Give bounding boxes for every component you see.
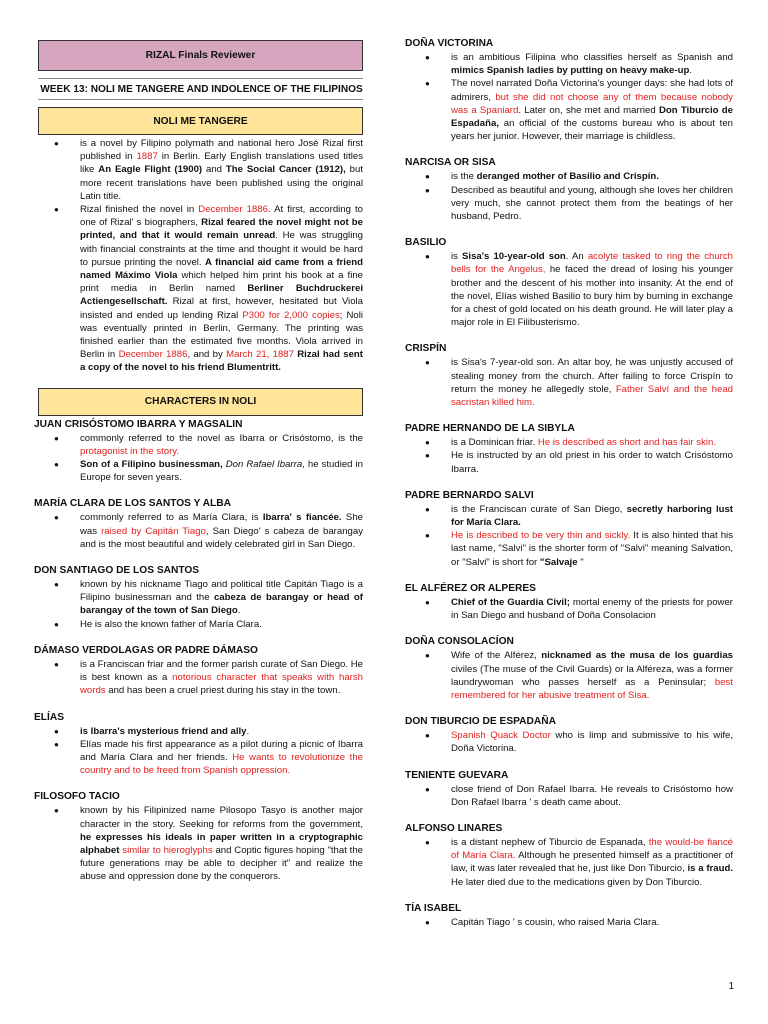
list-item: ● He is described to be very thin and sickly. It is also hinted that his last name, "Salvi" is the shorter form of "Salvi" meaning Salvation, or "Salvi" is short for "Salvaje " — [425, 530, 733, 568]
character-name: ELÍAS — [34, 711, 65, 723]
character-name: DOÑA VICTORINA — [405, 38, 494, 49]
left-column — [34, 40, 363, 884]
character-details — [405, 503, 733, 569]
bullet-icon: ● — [425, 438, 430, 448]
right-column — [405, 37, 733, 929]
right-characters — [405, 37, 733, 929]
bullet-icon: ● — [54, 433, 59, 443]
list-item: ● is Ibarra's mysterious friend and ally. — [54, 725, 250, 737]
character-name: PADRE BERNARDO SALVI — [405, 489, 534, 501]
section-noli-heading: NOLI ME TANGERE — [38, 107, 363, 135]
bullet-icon: ● — [425, 172, 430, 182]
list-item: ● is an ambitious Filipina who classifies herself as Spanish and mimics Spanish ladies by putting on heavy make-up. — [425, 52, 733, 77]
list-item: ● is the deranged mother of Basilio and Crispín. — [425, 171, 659, 183]
list-item: ● is a Franciscan friar and the former parish curate of San Diego. He is best known as a notorious character that speaks with harsh words and has been a cruel priest during his stay in the town. — [54, 658, 363, 697]
bullet-icon: ● — [54, 806, 59, 816]
bullet-icon: ● — [425, 837, 430, 847]
character-details — [405, 51, 733, 143]
section-characters-heading: CHARACTERS IN NOLI — [38, 388, 363, 416]
list-item: ● close friend of Don Rafael Ibarra. He reveals to Crisóstomo how Don Rafael Ibarra ' s death came about. — [425, 783, 733, 808]
list-item: ● Rizal finished the novel in December 1886. At first, according to one of Rizal' s biographers, Rizal feared the novel might not be printed, and that it would remain unread. He was struggling with financial constraints at the time and thought it would be hard to pursue printing the novel. A financial aid came from a friend named Máximo Viola which helped him print his book at a fine print media in Berlin named Berliner Buchdruckerei Actiengesellschaft. Rizal at first, however, hesitated but Viola insisted and ended up lending Rizal P300 for 2,000 copies; Noli was eventually printed in Berlin, Germany. The printing was finished earlier than the estimated five months. Viola arrived in Berlin in December 1886, and by March 21, 1887 Rizal had sent a copy of the novel to his friend Blumentritt. — [54, 204, 364, 374]
character-name: MARÍA CLARA DE LOS SANTOS Y ALBA — [34, 498, 231, 510]
bullet-icon: ● — [425, 185, 430, 195]
list-item: ● known by his nickname Tiago and political title Capitán Tiago is a Filipino businessman and the cabeza de barangay or head of barangay of the town of San Diego. — [54, 579, 363, 617]
week-heading: WEEK 13: NOLI ME TANGERE AND INDOLENCE OF THE FILIPINOS — [40, 84, 363, 95]
character-name: TENIENTE GUEVARA — [405, 769, 509, 781]
list-item: ● Wife of the Alférez, nicknamed as the musa de los guardias civiles (The muse of the Civil Guards) or la Alféreza, was a former laundrywoman who passes herself as a Peninsular; best remembered for her abusive treatment of Sisa. — [425, 650, 734, 701]
character-details — [34, 432, 363, 485]
noli-description-list — [34, 137, 363, 375]
page-number: 1 — [728, 981, 734, 992]
character-details — [405, 170, 733, 223]
bullet-icon: ● — [425, 651, 430, 661]
bullet-icon: ● — [425, 917, 430, 927]
character-name: FILOSOFO TACIO — [34, 791, 120, 803]
character-details — [405, 916, 733, 929]
bullet-icon: ● — [425, 53, 430, 62]
character-details — [34, 725, 363, 778]
character-details — [405, 356, 733, 409]
bullet-icon: ● — [54, 619, 59, 629]
bullet-icon: ● — [425, 731, 430, 741]
list-item: ● is a Dominican friar. He is described as short and has fair skin. — [425, 437, 717, 449]
document-title: RIZAL Finals Reviewer — [38, 40, 363, 71]
list-item: ● He is instructed by an old priest in his order to watch Crisóstomo Ibarra. — [425, 450, 733, 475]
character-details — [34, 804, 363, 883]
bullet-icon: ● — [54, 460, 59, 470]
character-name: JUAN CRISÓSTOMO IBARRA Y MAGSALIN — [34, 418, 243, 430]
list-item: ● commonly referred to the novel as Ibarra or Crisóstomo, is the protagonist in the story. — [54, 432, 363, 457]
bullet-icon: ● — [425, 79, 430, 89]
list-item: ● commonly referred to as María Clara, is Ibarra' s fiancée. She was raised by Capitán Tiago, San Diego' s cabeza de barangay and is the most beautiful and widely celebrated girl in San Diego. — [54, 512, 363, 550]
character-name: NARCISA OR SISA — [405, 157, 496, 169]
list-item: ● He is also the known father of María Clara. — [54, 618, 262, 630]
character-details — [34, 578, 363, 631]
character-name: DON TIBURCIO DE ESPADAÑA — [405, 716, 556, 728]
character-name: DÁMASO VERDOLAGAS OR PADRE DÁMASO — [34, 644, 258, 656]
list-item: ● The novel narrated Doña Victorina's younger days: she had lots of admirers, but she did not choose any of them because nobody was a Spaniard. Later on, she met and married Don Tiburcio de Espadaña, an official of the customs bureau who is about ten years her junior. However, their marriage is childless. — [425, 78, 733, 143]
divider — [38, 99, 363, 100]
character-name: CRISPÍN — [405, 343, 447, 355]
bullet-icon: ● — [425, 451, 430, 461]
character-details — [405, 649, 733, 702]
bullet-icon: ● — [54, 580, 59, 590]
list-item: ● is Sisa's 10-year-old son. An acolyte tasked to ring the church bells for the Angelus, he faced the dread of losing his younger brother and the descent of his mother into insanity. At the end of the novel, Elías wished Basilio to bury him by burning in exchange for a chest of gold located on his death ground. He will later play a major role in El Filibusterismo. — [425, 251, 734, 329]
bullet-icon: ● — [54, 139, 59, 148]
character-name: EL ALFÉREZ OR ALPERES — [405, 582, 536, 594]
list-item: ● Son of a Filipino businessman, Don Rafael Ibarra, he studied in Europe for seven years. — [54, 459, 363, 484]
character-details — [405, 436, 733, 476]
list-item: ● is a novel by Filipino polymath and national hero José Rizal first published in 1887 in Berlin. Early English translations used titles like An Eagle Flight (1900) and The Social Cancer (1912), but more recent translations have been published using the original Latin title. — [54, 138, 363, 202]
bullet-icon: ● — [425, 531, 430, 541]
bullet-icon: ● — [54, 513, 59, 523]
character-name: PADRE HERNANDO DE LA SIBYLA — [405, 423, 575, 435]
list-item: ● Elías made his first appearance as a pilot during a picnic of Ibarra and María Clara and her friends. He wants to revolutionize the country and to be freed from Spanish oppression. — [54, 738, 363, 777]
left-characters — [34, 418, 363, 884]
list-item: ● Chief of the Guardia Civil; mortal enemy of the priests for power in San Diego and husband of Doña Consolacion — [425, 596, 733, 622]
list-item: ● Spanish Quack Doctor who is limp and submissive to his wife, Doña Victorina. — [425, 730, 734, 755]
bullet-icon: ● — [54, 726, 59, 736]
list-item: ● is Sisa's 7-year-old son. An altar boy, he was unjustly accused of stealing money from the church. After failing to force Crispín to return the money he allegedly stole, Father Salví and the head sacristan killed him. — [425, 357, 733, 409]
bullet-icon: ● — [425, 597, 430, 607]
list-item: ● Capitán Tiago ' s cousin, who raised Maria Clara. — [425, 916, 660, 928]
character-details — [405, 250, 733, 329]
bullet-icon: ● — [425, 252, 430, 262]
character-name: BASILIO — [405, 237, 447, 249]
list-item: ● known by his Filipinized name Pilosopo Tasyo is another major character in the story. Seeking for reforms from the government, he expresses his ideals in paper written in a cryptographic alphabet similar to hieroglyphs and Coptic figures hoping "that the future generations may be able to decipher it" and realize the abuse and oppression done by the conquerors. — [54, 805, 364, 883]
character-name: TÍA ISABEL — [405, 902, 462, 914]
list-item: ● Described as beautiful and young, although she loves her children very much, she cannot protect them from the beatings of her husband, Pedro. — [425, 184, 733, 223]
list-item: ● is the Franciscan curate of San Diego, secretly harboring lust for María Clara. — [425, 503, 733, 529]
character-name: DOÑA CONSOLACÍON — [405, 636, 514, 648]
character-name: ALFONSO LINARES — [405, 822, 503, 834]
bullet-icon: ● — [425, 358, 430, 368]
character-details — [34, 658, 363, 698]
bullet-icon: ● — [54, 205, 59, 215]
bullet-icon: ● — [425, 784, 430, 794]
bullet-icon: ● — [54, 739, 59, 749]
bullet-icon: ● — [54, 659, 59, 669]
list-item: ● is a distant nephew of Tiburcio de Espanada, the would-be fiancé of María Clara. Although he presented himself as a practitioner of law, it was later revealed that he, just like Don Tiburcio, is a fraud. He later died due to the medications given by Don Tiburcio. — [425, 836, 733, 888]
character-details — [405, 836, 733, 889]
character-details — [34, 511, 363, 551]
character-name: DON SANTIAGO DE LOS SANTOS — [34, 565, 200, 577]
bullet-icon: ● — [425, 504, 430, 514]
character-details — [405, 596, 733, 622]
character-details — [405, 729, 733, 755]
character-details — [405, 783, 733, 809]
